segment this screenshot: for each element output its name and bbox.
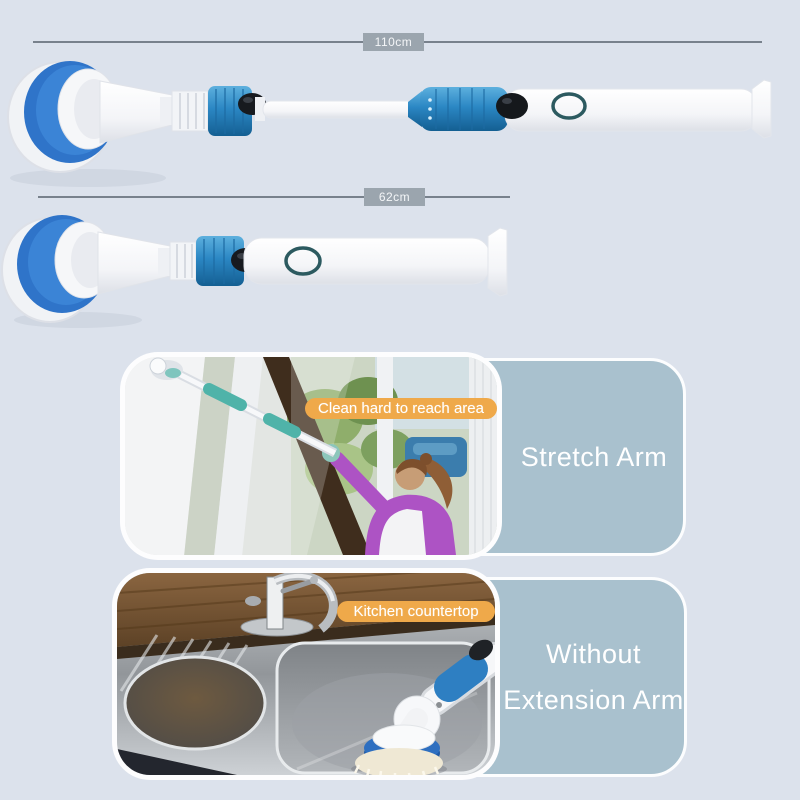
- measurement-label-62cm: 62cm: [364, 188, 425, 206]
- without-text: Without: [545, 639, 642, 669]
- measurement-label-110cm: 110cm: [363, 33, 424, 51]
- body-cone: [98, 232, 196, 294]
- end-cap: [488, 228, 507, 296]
- card-label-stretch-arm: [502, 358, 686, 556]
- grip-section: [408, 87, 508, 131]
- scrubber-extended-image: [0, 55, 800, 195]
- extension-arm-text: Extension Arm: [503, 685, 684, 715]
- badge-kitchen-countertop: Kitchen countertop: [337, 601, 495, 622]
- photo-window-cleaning: [120, 352, 502, 560]
- card-label-without-extension: [500, 577, 687, 777]
- brush-head: [2, 215, 113, 322]
- badge-clean-hard-to-reach: Clean hard to reach area: [305, 398, 497, 419]
- window-cleaning-scene: [125, 357, 497, 555]
- power-button: [496, 93, 528, 119]
- shadow: [10, 169, 166, 187]
- telescopic-pole: [263, 101, 424, 118]
- window-frames: [125, 357, 263, 555]
- feature-card-stretch-arm: [120, 350, 690, 562]
- blue-grip: [449, 669, 473, 687]
- locking-collar: [208, 86, 266, 136]
- end-cap: [752, 80, 771, 138]
- handle: [496, 80, 771, 138]
- feature-card-without-extension: [112, 568, 690, 780]
- body-cone: [100, 81, 208, 143]
- measurement-line-62cm: [38, 196, 510, 198]
- scrubber-short-image: [0, 210, 550, 330]
- handle: [244, 228, 507, 296]
- stretch-arm-text: Stretch Arm: [520, 441, 668, 472]
- photo-kitchen-sink: [112, 568, 500, 780]
